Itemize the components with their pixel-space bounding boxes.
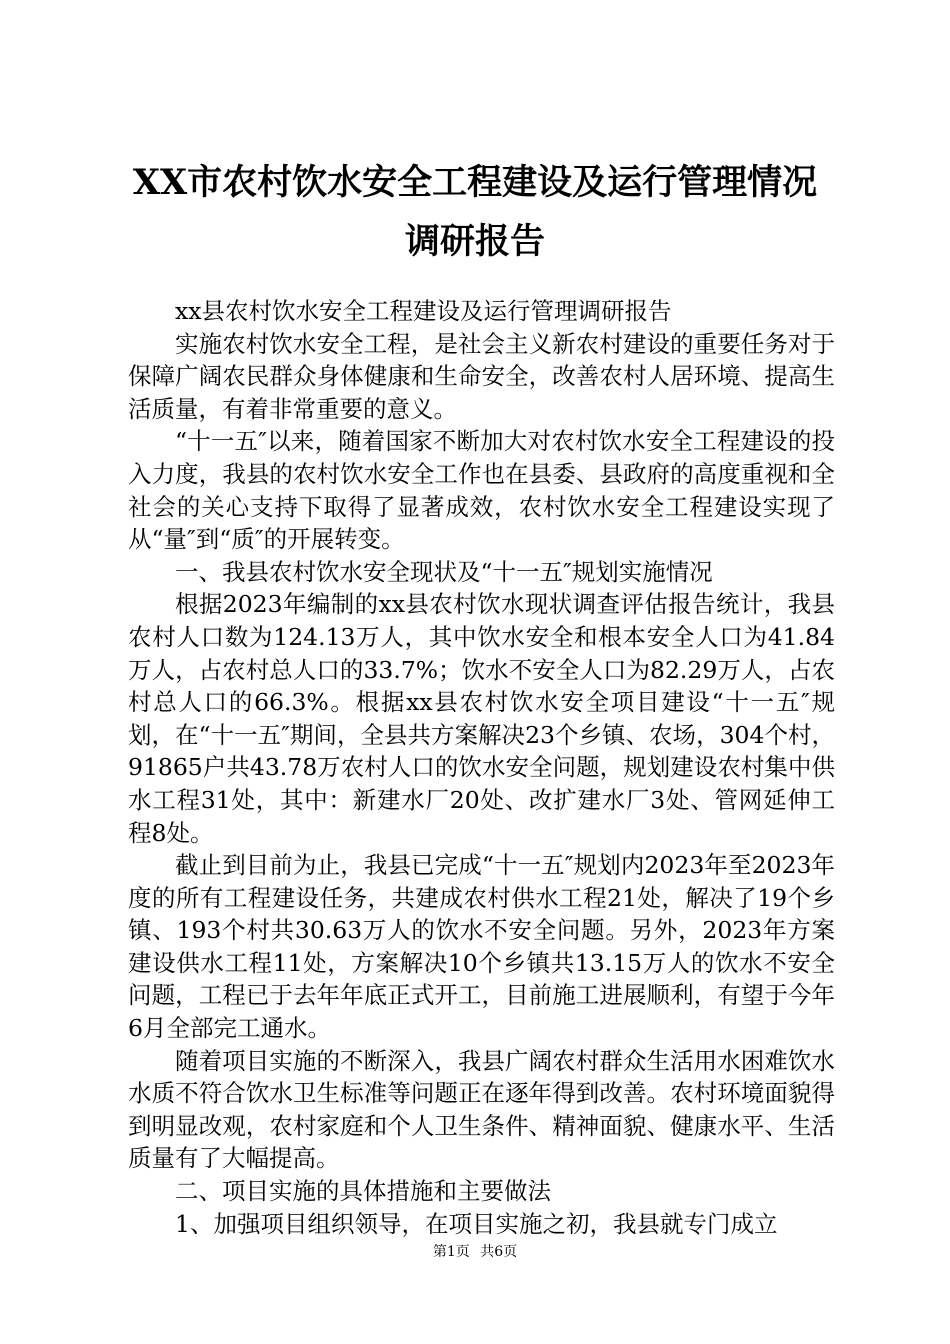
document-body (128, 295, 835, 1240)
paragraph-subtitle: xx县农村饮水安全工程建设及运行管理调研报告 (175, 297, 672, 325)
section-heading-1: 一、我县农村饮水安全现状及“十一五″规划实施情况 (175, 557, 713, 586)
section-heading-2: 二、项目实施的具体措施和主要做法 (175, 1177, 551, 1206)
page-footer (0, 1243, 950, 1261)
paragraph-measure-1: 1、加强项目组织领导，在项目实施之初，我县就专门成立 (175, 1209, 778, 1238)
paragraph-improvement: 随着项目实施的不断深入，我县广阔农村群众生活用水困难饮水水质不符合饮水卫生标准等问题正在逐年得到改善。农村环境面貌得到明显改观，农村家庭和个人卫生条件、精神面貌、健康水平、生活质量有了大幅提高。 (128, 1046, 835, 1173)
document-title-line-2: 调研报告 (404, 221, 545, 262)
page-total: 共6页 (480, 1244, 518, 1260)
paragraph-progress: 截止到目前为止，我县已完成“十一五″规划内2023年至2023年度的所有工程建设任务，共建成农村供水工程21处，解决了19个乡镇、193个村共30.63万人的饮水不安全问题。另外，2023年方案建设供水工程11处，方案解决10个乡镇共13.15万人的饮水不安全问题，工程已于去年年底正式开工，目前施工进展顺利，有望于今年6月全部完工通水。 (128, 851, 835, 1043)
paragraph-statistics: 根据2023年编制的xx县农村饮水现状调查评估报告统计，我县农村人口数为124.13万人，其中饮水安全和根本安全人口为41.84万人，占农村总人口的33.7%；饮水不安全人口为82.29万人，占农村总人口的66.3%。根据xx县农村饮水安全项目建设“十一五″规划，在“十一五″期间，全县共方案解决23个乡镇、农场，304个村，91865户共43.78万农村人口的饮水安全问题，规划建设农村集中供水工程31处，其中：新建水厂20处、改扩建水厂3处、管网延伸工程8处。 (128, 590, 835, 847)
paragraph-background: “十一五″以来，随着国家不断加大对农村饮水安全工程建设的投入力度，我县的农村饮水安全工作也在县委、县政府的高度重视和全社会的关心支持下取得了显著成效，农村饮水安全工程建设实现了从“量″到“质″的开展转变。 (128, 427, 835, 554)
page-number: 第1页 (432, 1244, 470, 1260)
document-title-line-1: XX市农村饮水安全工程建设及运行管理情况 (132, 162, 818, 203)
paragraph-intro: 实施农村饮水安全工程，是社会主义新农村建设的重要任务对于保障广阔农民群众身体健康和生命安全，改善农村人居环境、提高生活质量，有着非常重要的意义。 (128, 329, 835, 423)
